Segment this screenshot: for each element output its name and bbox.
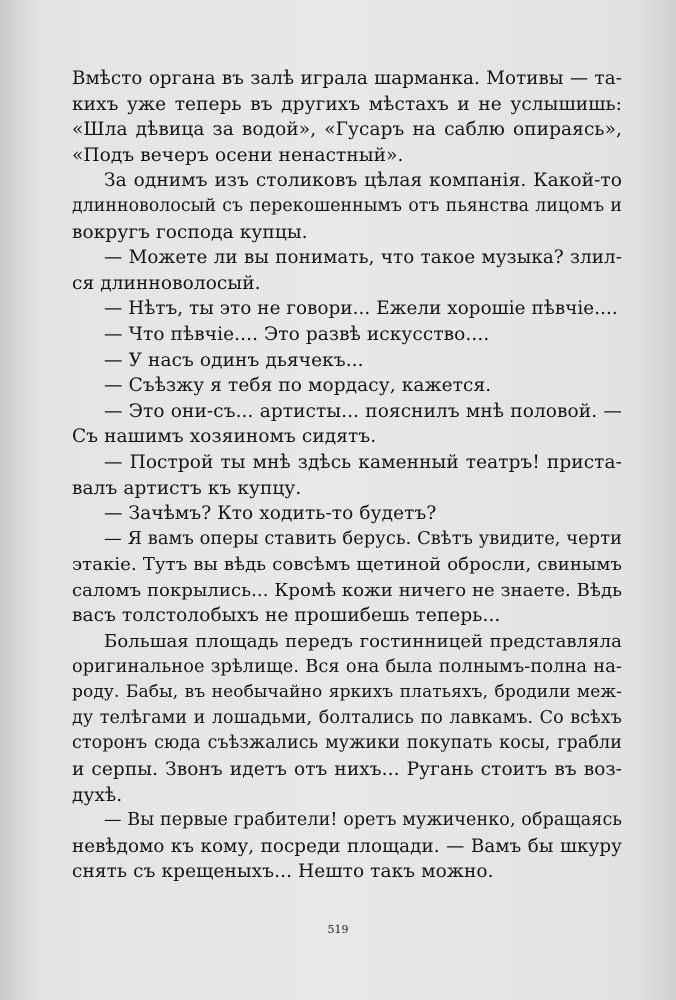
- text-line: оригинальное зрѣлище. Вся она была полнымъ-полна на-: [72, 656, 622, 677]
- text-line: вокругъ господа купцы.: [72, 221, 308, 243]
- text-line: — Нѣтъ, ты это не говори... Ежели хорошіе пѣвчіе....: [104, 298, 618, 320]
- text-line: сторонъ сюда съѣзжались мужики покупать косы, грабли: [72, 733, 622, 754]
- text-line: За однимъ изъ столиковъ цѣлая компанія. Какой-то: [104, 170, 622, 192]
- text-line: и серпы. Звонъ идетъ отъ нихъ... Ругань стоитъ въ воз-: [72, 759, 622, 781]
- page-text: [72, 66, 622, 885]
- text-line: «Шла дѣвица за водой», «Гусаръ на саблю опираясь»,: [72, 119, 622, 141]
- text-line: валъ артистъ къ купцу.: [72, 477, 302, 499]
- text-line: — У насъ одинъ дьячекъ...: [104, 349, 364, 371]
- text-line: — Это они-съ... артисты... пояснилъ мнѣ половой. —: [104, 400, 622, 422]
- text-line: — Что пѣвчіе.... Это развѣ искусство....: [104, 323, 490, 345]
- text-line: Съ нашимъ хозяиномъ сидятъ.: [72, 426, 377, 448]
- text-line: этакіе. Тутъ вы вѣдь совсѣмъ щетиной обросли, свинымъ: [72, 554, 622, 576]
- text-line: ся длинноволосый.: [72, 272, 261, 294]
- text-line: длинноволосый съ перекошеннымъ отъ пьянства лицомъ и: [72, 195, 622, 216]
- page-number: 519: [327, 923, 349, 936]
- text-line: Большая площадь передъ гостинницей представляла: [104, 631, 622, 653]
- text-line: васъ толстолобыхъ не прошибешь теперь...: [72, 605, 501, 627]
- text-line: роду. Бабы, въ необычайно яркихъ платьяхъ, бродили меж-: [72, 682, 622, 703]
- text-line: — Вы первые грабители! оретъ мужиченко, обращаясь: [104, 810, 622, 831]
- text-line: Вмѣсто органа въ залѣ играла шарманка. Мотивы — та-: [72, 68, 622, 89]
- text-line: — Зачѣмъ? Кто ходить-то будетъ?: [104, 503, 437, 525]
- text-line: саломъ покрылись... Кромѣ кожи ничего не знаете. Вѣдь: [72, 579, 622, 601]
- text-line: — Построй ты мнѣ здѣсь каменный театръ! приста-: [104, 451, 622, 473]
- text-line: «Подъ вечеръ осени ненастный».: [72, 144, 404, 166]
- text-line: — Съѣзжу я тебя по мордасу, кажется.: [104, 375, 492, 397]
- text-line: кихъ уже теперь въ другихъ мѣстахъ и не услышишь:: [72, 93, 622, 115]
- text-line: — Можете ли вы понимать, что такое музыка? злил-: [104, 247, 622, 269]
- text-line: — Я вамъ оперы ставить берусь. Свѣтъ увидите, черти: [104, 528, 622, 549]
- text-line: духѣ.: [72, 784, 123, 806]
- text-line: ду телѣгами и лошадьми, болтались по лавкамъ. Со всѣхъ: [72, 707, 622, 728]
- text-line: невѣдомо къ кому, посреди площади. — Вамъ бы шкуру: [72, 835, 622, 857]
- text-line: снять съ крещеныхъ... Нешто такъ можно.: [72, 861, 494, 883]
